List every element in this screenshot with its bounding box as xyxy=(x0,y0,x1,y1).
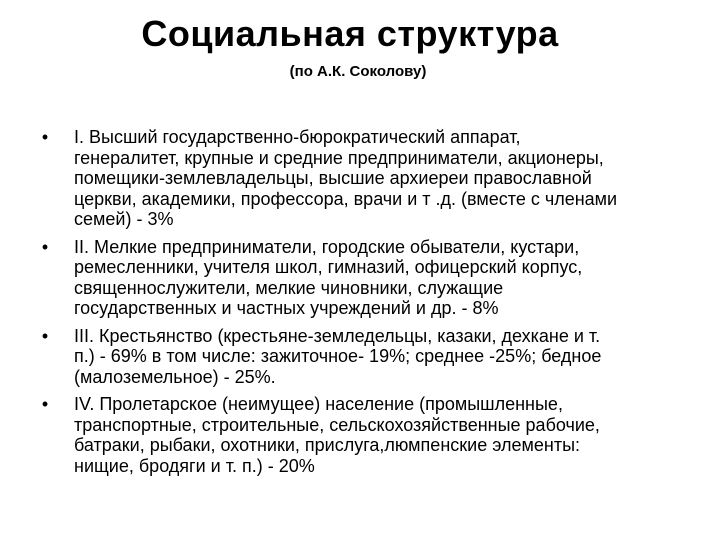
slide-subtitle xyxy=(0,62,720,82)
bullet-icon: • xyxy=(41,325,49,346)
bullet-list xyxy=(38,127,678,483)
bullet-item-2 xyxy=(38,237,678,319)
bullet-text-2: II. Мелкие предприниматели, городские обыватели, кустари, ремесленники, учителя школ, гимназий, офицерский корпус, священнослужители, мелкие чиновники, служащие государственных и частных учреждений и др. - 8% xyxy=(74,236,583,318)
slide-subtitle-text: (по А.К. Соколову) xyxy=(289,63,427,80)
bullet-text-4: IV. Пролетарское (неимущее) население (промышленные, транспортные, строительные, сельскохозяйственные рабочие, батраки, рыбаки, охотники, прислуга,люмпенские элементы: нищие, бродяги и т. п.) - 20% xyxy=(74,394,600,476)
bullet-icon: • xyxy=(41,394,49,414)
bullet-item-3 xyxy=(38,326,678,388)
bullet-text-3: III. Крестьянство (крестьяне-земледельцы, казаки, дехкане и т. п.) - 69% в том числе: зажиточное- 19%; среднее -25%; бедное (малоземельное) - 25%. xyxy=(74,325,602,387)
slide-title-text: Социальная структура xyxy=(141,13,559,54)
bullet-item-4 xyxy=(38,394,678,476)
bullet-text-1: I. Высший государственно-бюрократический аппарат, генералитет, крупные и средние предприниматели, акционеры, помещики-землевладельцы, высшие архиереи православной церкви, академики, профессора, врачи и т .д. (вместе с членами семей) - 3% xyxy=(74,127,618,229)
bullet-icon: • xyxy=(41,236,49,257)
slide-title xyxy=(0,12,720,56)
bullet-icon: • xyxy=(41,127,49,147)
bullet-item-1 xyxy=(38,127,678,230)
